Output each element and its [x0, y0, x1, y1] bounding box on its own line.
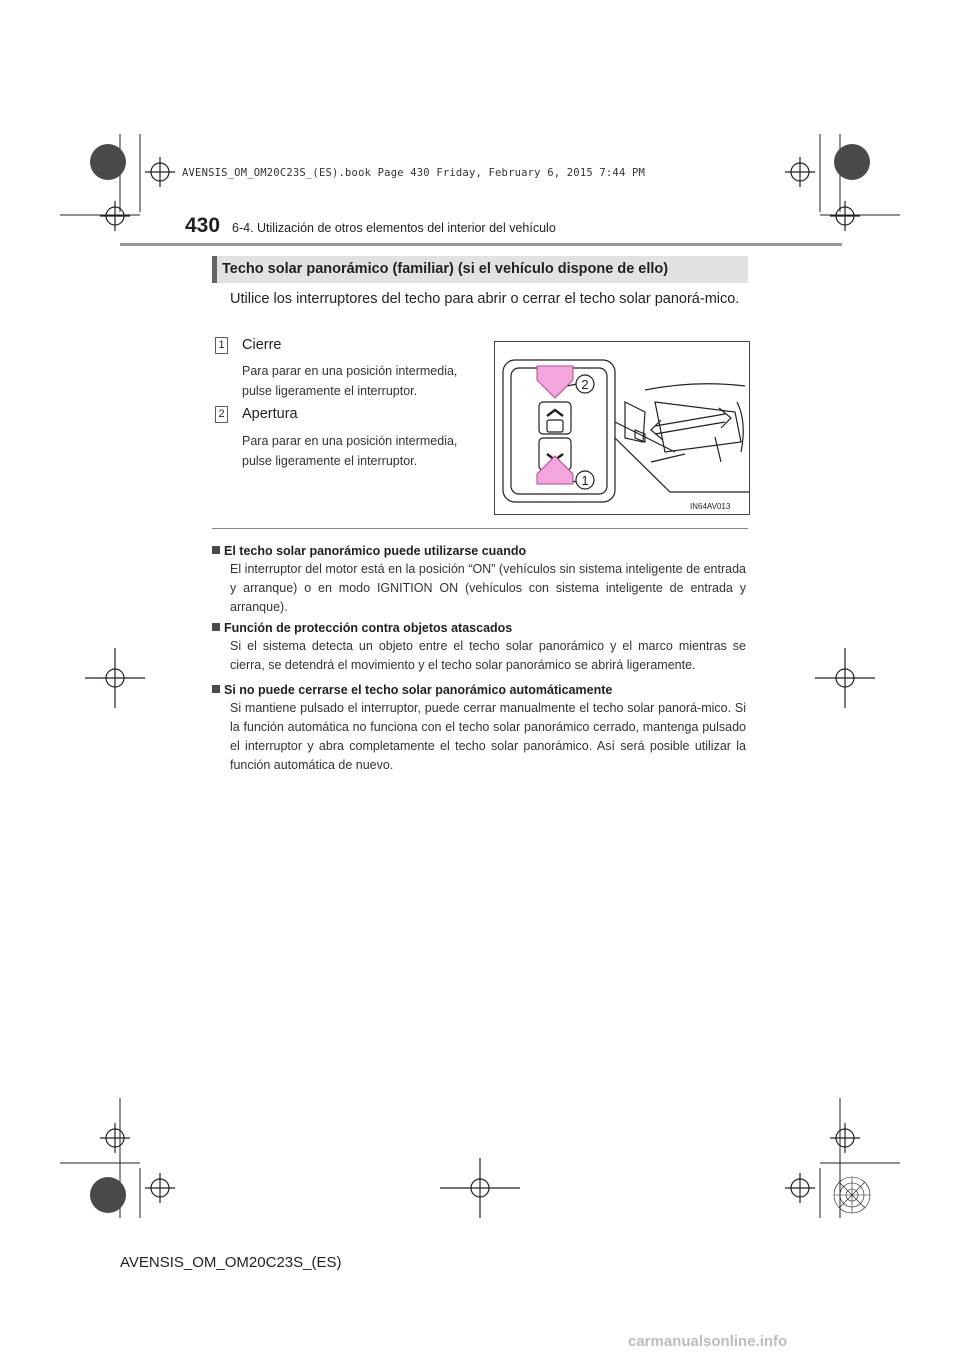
watermark: carmanualsonline.info	[628, 1333, 788, 1350]
section-title: Techo solar panorámico (familiar) (si el vehículo dispone de ello)	[222, 261, 669, 277]
note-2-body: Si el sistema detecta un objeto entre el techo solar panorámico y el marco mientras se cierra, se detendrá el movimiento y el techo solar panorámico se abrirá ligeramente.	[230, 639, 746, 672]
note-3	[212, 681, 746, 775]
page-number: 430	[185, 214, 221, 237]
item-desc-cierre: Para parar en una posición intermedia, pulse ligeramente el interruptor.	[242, 364, 458, 398]
sunroof-switch-illustration	[495, 342, 750, 515]
callout-2: 2	[581, 377, 589, 392]
item-title-cierre: Cierre	[242, 337, 282, 353]
note-2	[212, 619, 746, 675]
intro-paragraph: Utilice los interruptores del techo para abrir o cerrar el techo solar panorá-mico.	[230, 291, 740, 307]
book-stamp: AVENSIS_OM_OM20C23S_(ES).book Page 430 Friday, February 6, 2015 7:44 PM	[182, 167, 646, 179]
note-3-heading: Si no puede cerrarse el techo solar panorámico automáticamente	[224, 683, 613, 697]
note-1-body: El interruptor del motor está en la posición “ON” (vehículos sin sistema inteligente de entrada y arranque) o en modo IGNITION ON (vehículos con sistema inteligente de entrada y arranque).	[230, 562, 746, 614]
note-2-heading: Función de protección contra objetos atascados	[224, 621, 513, 635]
item-number-1: 1	[215, 337, 228, 354]
footer-code: AVENSIS_OM_OM20C23S_(ES)	[120, 1254, 342, 1271]
item-title-apertura: Apertura	[242, 406, 298, 422]
note-1	[212, 542, 746, 617]
header-rule	[120, 243, 842, 246]
note-1-heading: El techo solar panorámico puede utilizarse cuando	[224, 544, 527, 558]
callout-1: 1	[581, 473, 589, 488]
item-number-2: 2	[215, 406, 228, 423]
chapter-title: 6-4. Utilización de otros elementos del interior del vehículo	[232, 221, 556, 235]
divider	[212, 528, 748, 529]
bullet-square-icon	[212, 623, 220, 631]
sunroof-switch-figure	[494, 341, 750, 515]
item-desc-apertura: Para parar en una posición intermedia, pulse ligeramente el interruptor.	[242, 434, 458, 468]
bullet-square-icon	[212, 685, 220, 693]
figure-code: IN64AV013	[690, 502, 731, 511]
note-3-body: Si mantiene pulsado el interruptor, puede cerrar manualmente el techo solar panorá-mico. Si la función automática no funciona con el techo solar panorámico cerrado, mantenga pulsado el interruptor y abra completamente el techo solar panorámico. Así será posible utilizar la función automática de nuevo.	[230, 701, 746, 772]
bullet-square-icon	[212, 546, 220, 554]
